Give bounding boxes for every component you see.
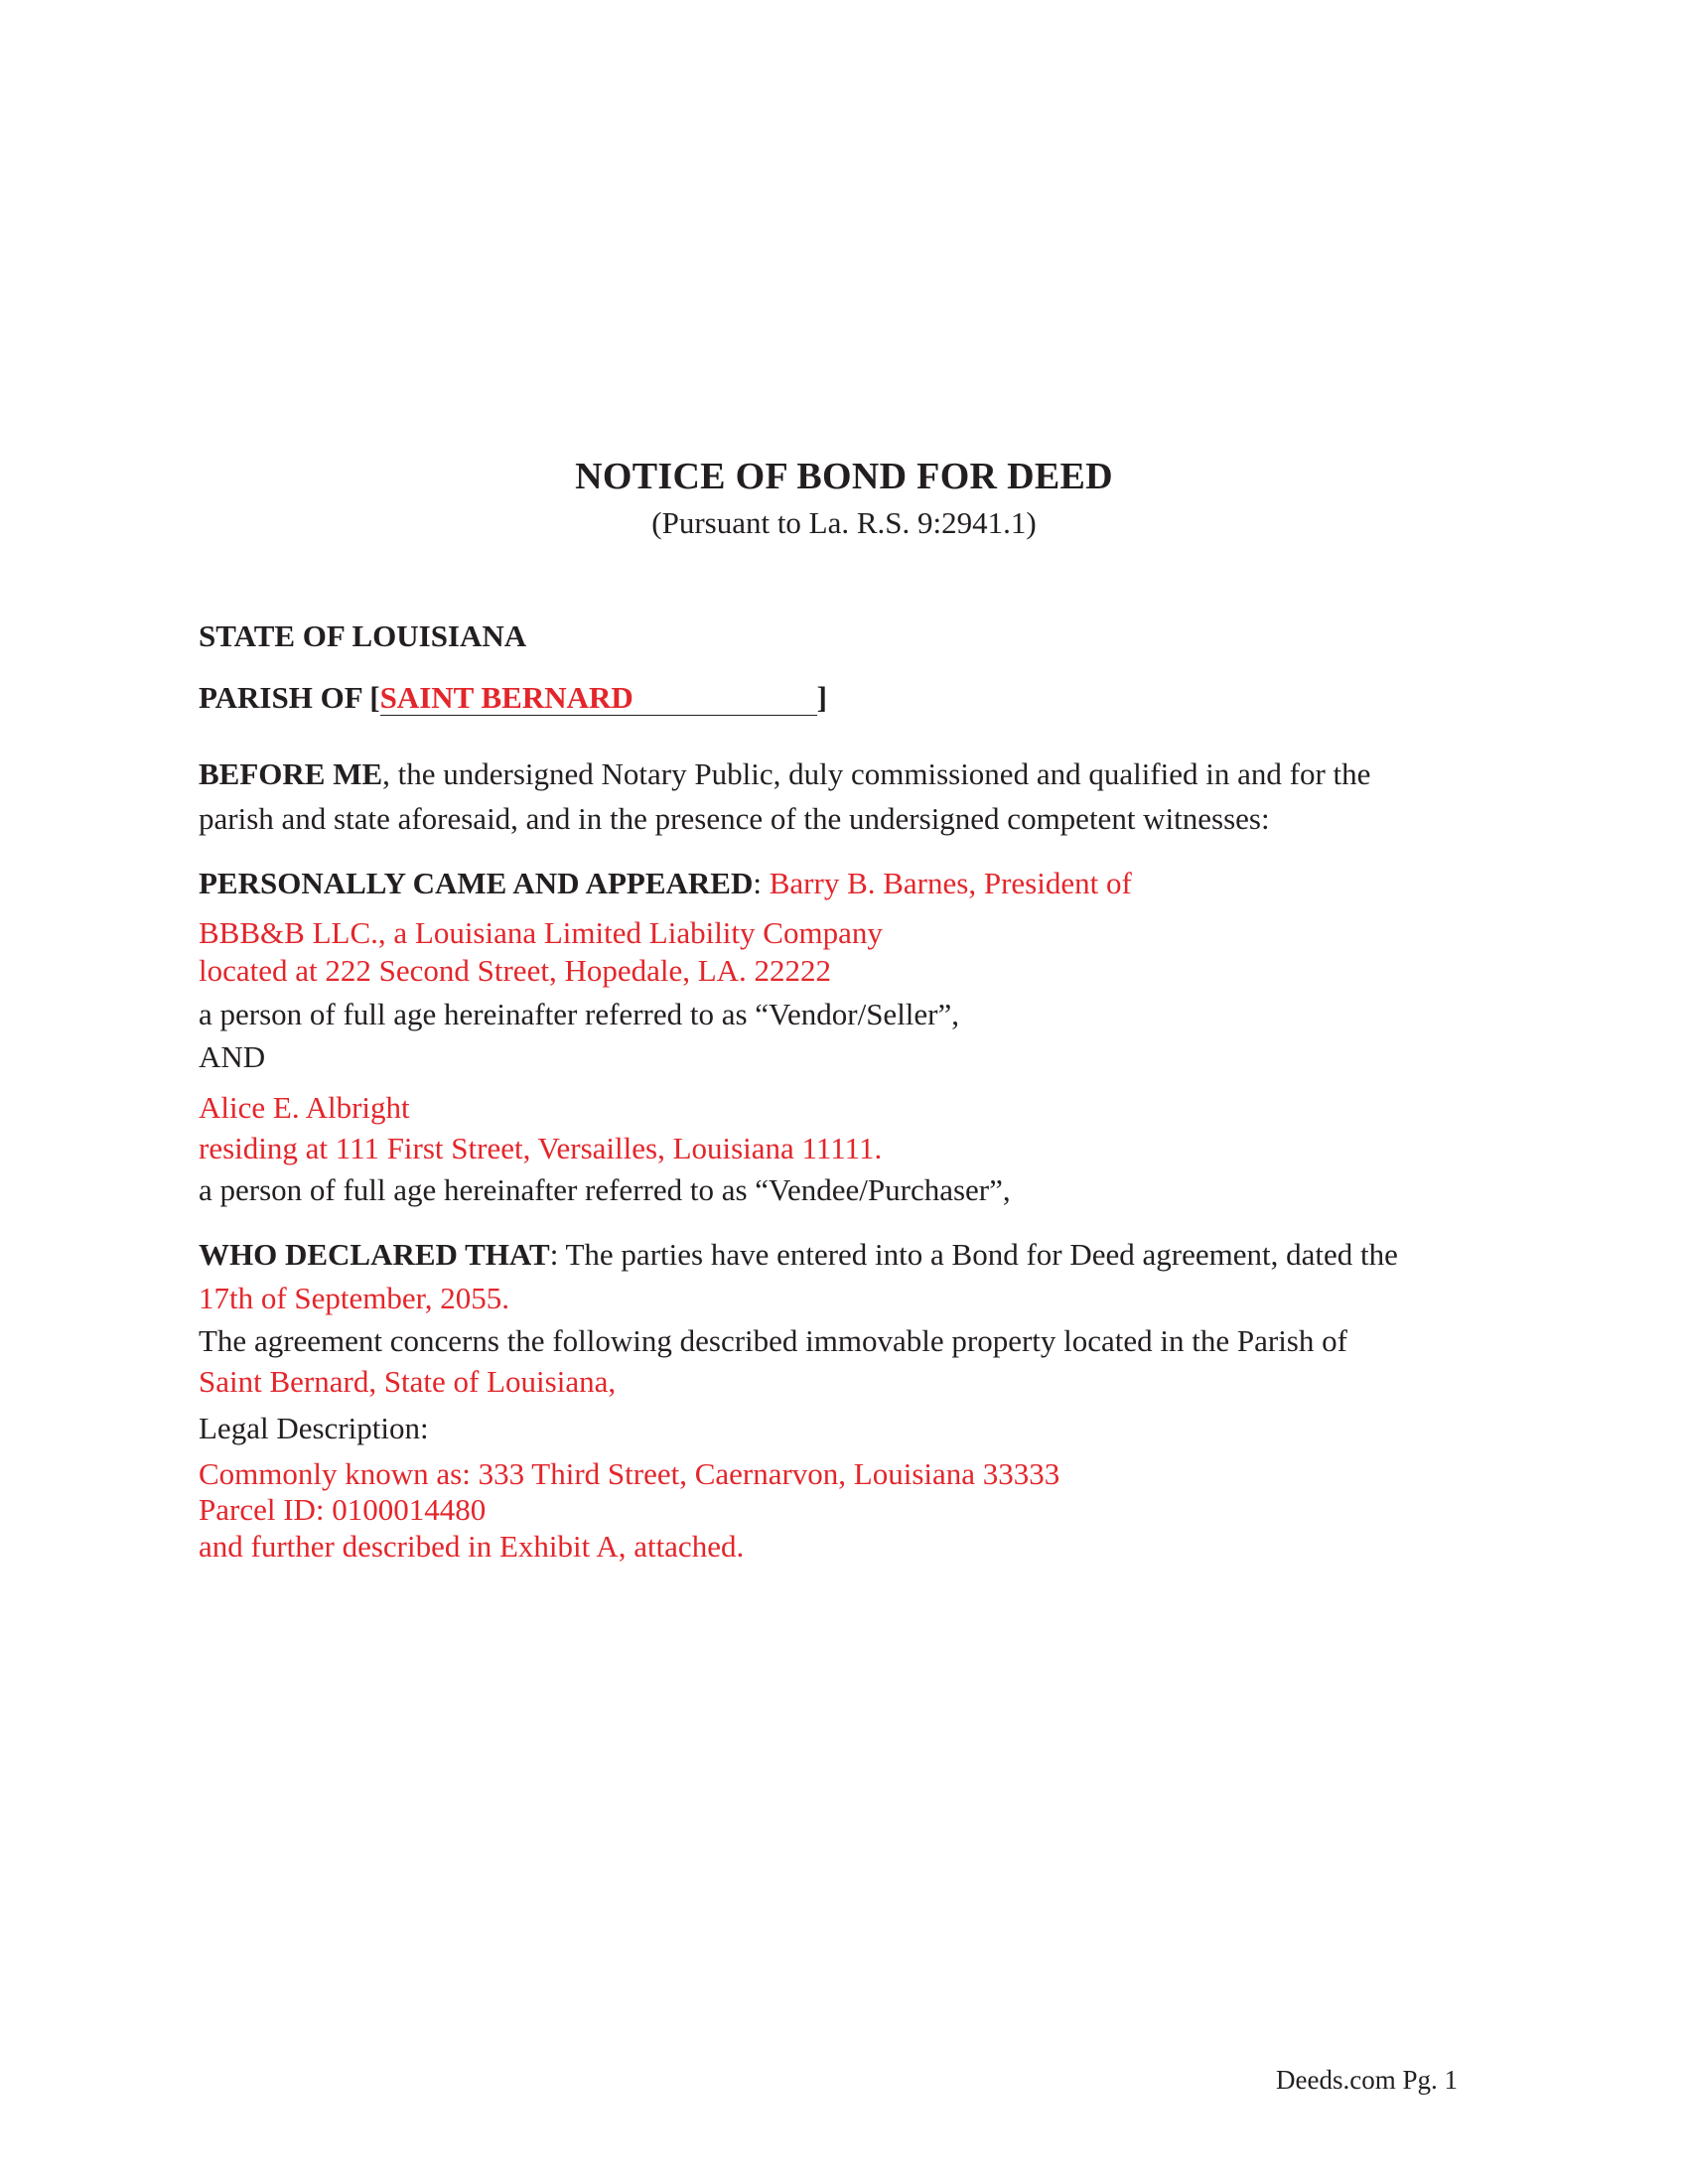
vendor-company-field[interactable]: BBB&B LLC., a Louisiana Limited Liability Company (199, 915, 883, 950)
document-subtitle: (Pursuant to La. R.S. 9:2941.1) (651, 505, 1037, 540)
vendor-name-field[interactable]: Barry B. Barnes, President of (769, 866, 1132, 900)
appeared-colon: : (753, 866, 770, 900)
page-footer: Deeds.com Pg. 1 (1276, 2065, 1458, 2095)
exhibit-note-field[interactable]: and further described in Exhibit A, attached. (199, 1529, 745, 1564)
before-me-line-2: parish and state aforesaid, and in the presence of the undersigned competent witnesses: (199, 801, 1270, 836)
before-me-label: BEFORE ME (199, 756, 383, 791)
vendee-address-field[interactable]: residing at 111 First Street, Versailles, Louisiana 11111. (199, 1131, 883, 1165)
parcel-id-field[interactable]: Parcel ID: 0100014480 (199, 1492, 487, 1527)
parish-label: PARISH OF [ (199, 680, 380, 715)
before-me-text-1: , the undersigned Notary Public, duly commissioned and qualified in and for the (382, 756, 1371, 791)
and-text: AND (199, 1039, 266, 1074)
parish-close: ] (816, 680, 827, 715)
state-line: STATE OF LOUISIANA (199, 618, 527, 653)
property-text: The agreement concerns the following described immovable property located in the Parish of (199, 1323, 1347, 1358)
vendee-role-text: a person of full age hereinafter referred to as “Vendee/Purchaser”, (199, 1172, 1011, 1207)
parish-line (199, 680, 827, 716)
appeared-label: PERSONALLY CAME AND APPEARED (199, 866, 754, 900)
parish-field[interactable]: SAINT BERNARD (380, 682, 817, 716)
declared-label: WHO DECLARED THAT (199, 1237, 550, 1272)
vendor-role-text: a person of full age hereinafter referred to as “Vendor/Seller”, (199, 997, 960, 1031)
agreement-date-field[interactable]: 17th of September, 2055. (199, 1281, 510, 1315)
property-parish-field[interactable]: Saint Bernard, State of Louisiana, (199, 1364, 617, 1399)
declared-line (199, 1237, 1398, 1273)
legal-description-label: Legal Description: (199, 1411, 429, 1445)
appeared-line (199, 866, 1132, 901)
vendee-name-field[interactable]: Alice E. Albright (199, 1090, 410, 1125)
document-title: NOTICE OF BOND FOR DEED (575, 456, 1113, 497)
vendor-address-field[interactable]: located at 222 Second Street, Hopedale, LA. 22222 (199, 953, 832, 988)
declared-text: : The parties have entered into a Bond for Deed agreement, dated the (549, 1237, 1398, 1272)
common-address-field[interactable]: Commonly known as: 333 Third Street, Caernarvon, Louisiana 33333 (199, 1456, 1060, 1491)
before-me-line-1 (199, 756, 1370, 792)
